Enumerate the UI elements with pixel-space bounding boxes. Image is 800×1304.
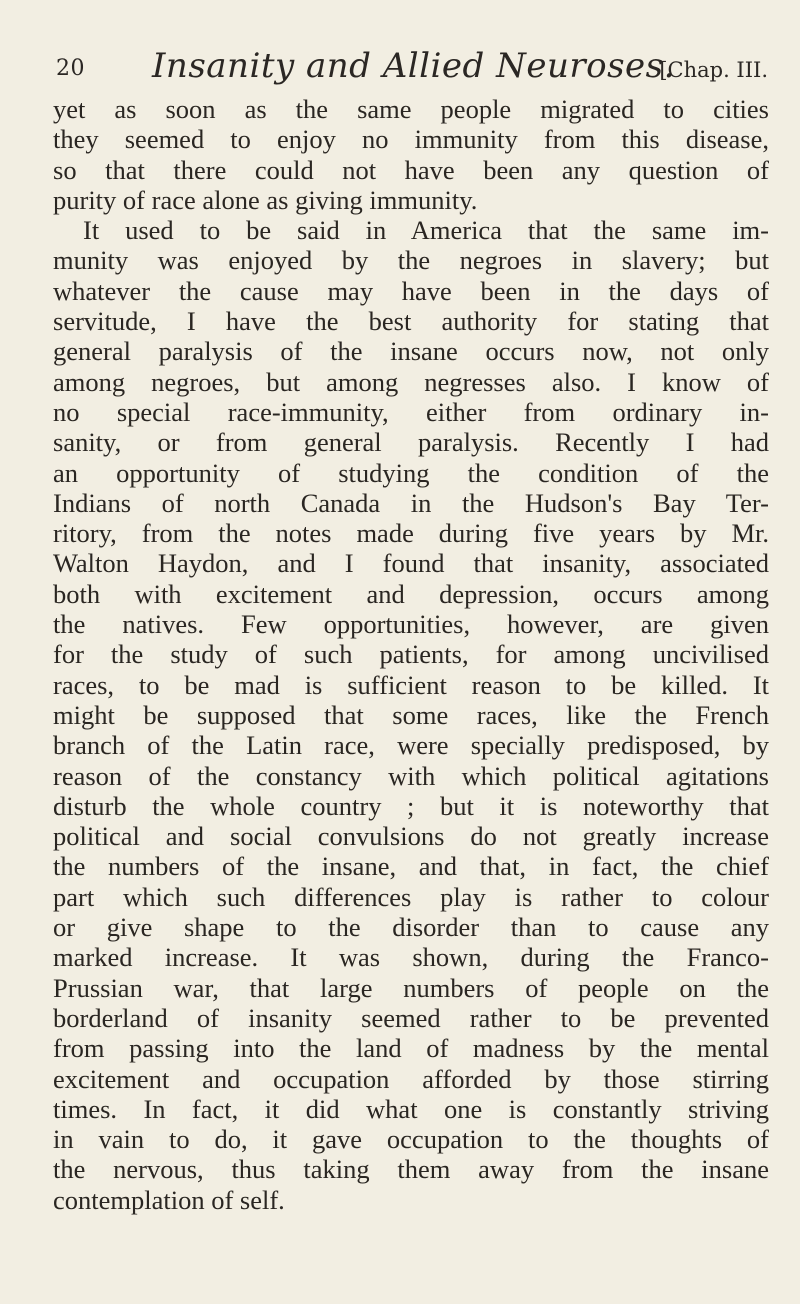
- running-title: Insanity and Allied Neuroses.: [152, 46, 675, 86]
- text-line: munity was enjoyed by the negroes in slavery; but: [53, 245, 769, 276]
- text-line: servitude, I have the best authority for stating that: [53, 306, 769, 337]
- text-line: or give shape to the disorder than to cause any: [53, 912, 769, 943]
- text-line: marked increase. It was shown, during the Franco-: [53, 942, 769, 973]
- text-line: an opportunity of studying the condition of the: [53, 457, 769, 488]
- text-line: both with excitement and depression, occurs among: [53, 578, 769, 609]
- text-line: in vain to do, it gave occupation to the thoughts of: [53, 1124, 769, 1155]
- text-line: times. In fact, it did what one is constantly striving: [53, 1093, 769, 1124]
- text-line: so that there could not have been any question of: [53, 154, 769, 185]
- text-line: Indians of north Canada in the Hudson's Bay Ter-: [53, 487, 769, 518]
- text-line: among negroes, but among negresses also. I know of: [53, 366, 769, 397]
- text-line: part which such differences play is rather to colour: [53, 881, 769, 912]
- text-line: sanity, or from general paralysis. Recently I had: [53, 427, 769, 458]
- text-line: the nervous, thus taking them away from the insane: [53, 1154, 769, 1185]
- text-line: general paralysis of the insane occurs now, not only: [53, 336, 769, 367]
- text-line: races, to be mad is sufficient reason to be killed. It: [53, 669, 769, 700]
- text-line: whatever the cause may have been in the days of: [53, 275, 769, 306]
- chapter-label: [Chap. III.: [659, 58, 768, 82]
- running-head: [56, 46, 768, 92]
- text-line: branch of the Latin race, were specially predisposed, by: [53, 730, 769, 761]
- page-number: 20: [56, 56, 85, 81]
- text-line: Prussian war, that large numbers of people on the: [53, 972, 769, 1003]
- text-line: yet as soon as the same people migrated to cities: [53, 94, 769, 124]
- text-line: purity of race alone as giving immunity.: [53, 184, 478, 215]
- text-line: political and social convulsions do not greatly increase: [53, 821, 769, 852]
- text-line: borderland of insanity seemed rather to be prevented: [53, 1002, 769, 1033]
- text-line: disturb the whole country ; but it is noteworthy that: [53, 790, 769, 821]
- text-line: from passing into the land of madness by the mental: [53, 1033, 769, 1064]
- text-line: the natives. Few opportunities, however, are given: [53, 609, 769, 640]
- text-line: might be supposed that some races, like the French: [53, 699, 769, 730]
- text-line: the numbers of the insane, and that, in fact, the chief: [53, 851, 769, 882]
- text-line: It used to be said in America that the same im-: [83, 215, 769, 246]
- text-line: reason of the constancy with which political agitations: [53, 760, 769, 791]
- text-line: they seemed to enjoy no immunity from this disease,: [53, 124, 769, 155]
- text-line: contemplation of self.: [53, 1184, 285, 1215]
- body-text: [53, 94, 769, 1215]
- text-line: for the study of such patients, for among uncivilised: [53, 639, 769, 670]
- text-line: no special race-immunity, either from ordinary in-: [53, 396, 769, 427]
- text-line: ritory, from the notes made during five years by Mr.: [53, 518, 769, 549]
- text-line: Walton Haydon, and I found that insanity, associated: [53, 548, 769, 579]
- text-line: excitement and occupation afforded by those stirring: [53, 1063, 769, 1094]
